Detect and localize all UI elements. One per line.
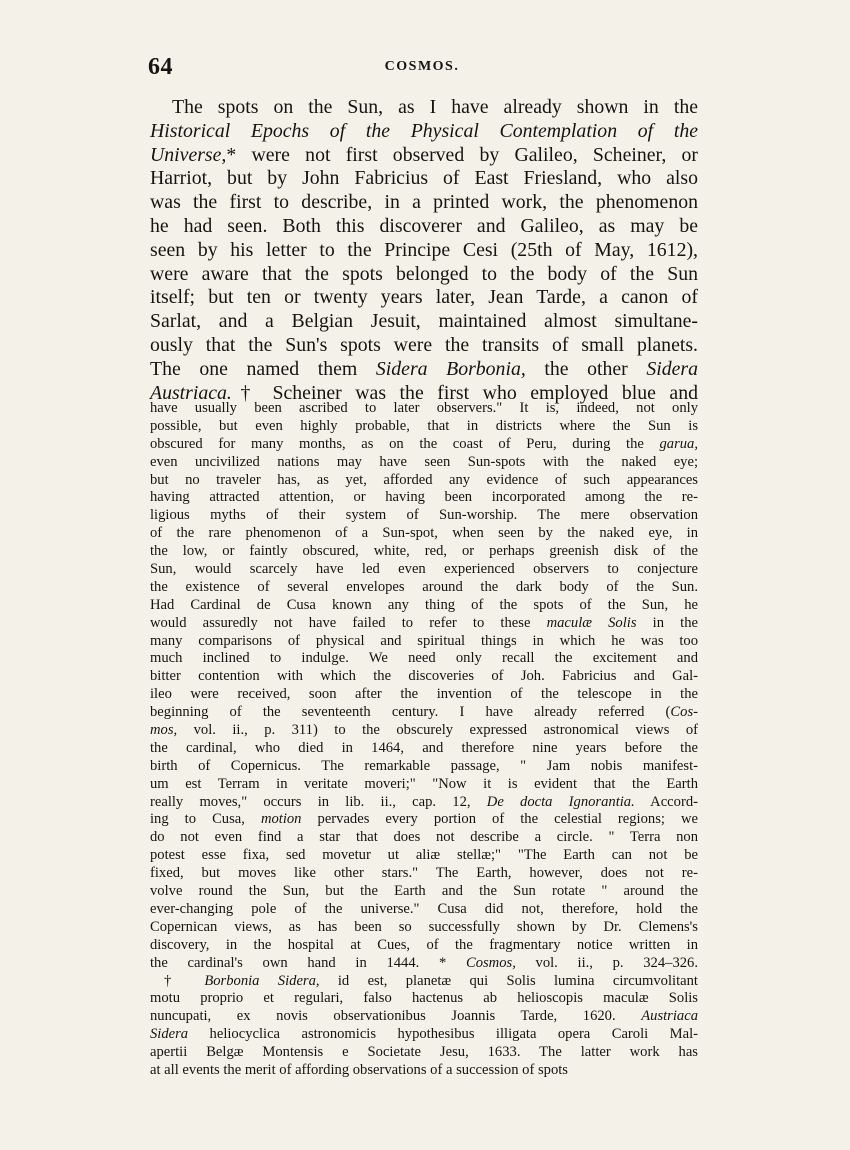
footnote-line bbox=[150, 507, 698, 525]
footnote-line bbox=[150, 811, 698, 829]
italic-run: Sidera bbox=[150, 1026, 189, 1043]
running-head bbox=[148, 54, 696, 84]
text-run: * were not first observed by Galileo, Scheiner, or bbox=[226, 143, 698, 166]
footnote-line bbox=[150, 794, 698, 812]
footnote-line bbox=[150, 436, 698, 454]
text-run: many comparisons of physical and spiritual things in which he was too bbox=[150, 632, 698, 649]
footnote-line bbox=[150, 1008, 698, 1026]
footnote-line bbox=[150, 847, 698, 865]
text-run: even uncivilized nations may have seen Sun-spots with the naked eye; bbox=[150, 453, 698, 470]
main-text-line bbox=[150, 167, 698, 191]
text-run: fixed, but moves like other stars." The Earth, however, does not re- bbox=[150, 865, 698, 882]
text-run: discovery, in the hospital at Cues, of the fragmentary notice written in bbox=[150, 936, 698, 953]
text-run: ously that the Sun's spots were the transits of small planets. bbox=[150, 333, 698, 356]
text-run: beginning of the seventeenth century. I have already referred ( bbox=[150, 704, 671, 721]
text-run: itself; but ten or twenty years later, Jean Tarde, a canon of bbox=[150, 286, 698, 309]
footnote-line bbox=[150, 668, 698, 686]
footnote-line bbox=[150, 829, 698, 847]
main-text-line bbox=[150, 286, 698, 310]
main-text-line bbox=[150, 239, 698, 263]
footnote-line bbox=[150, 400, 698, 418]
footnote-line bbox=[150, 883, 698, 901]
text-run: the low, or faintly obscured, white, red, or perhaps greenish disk of the bbox=[150, 543, 698, 560]
text-run: was the first to describe, in a printed work, the phenomenon bbox=[150, 191, 698, 214]
text-run: heliocyclica astronomicis hypothesibus illigata opera Caroli Mal- bbox=[188, 1026, 698, 1043]
text-run: um est Terram in veritate moveri;" "Now it is evident that the Earth bbox=[150, 775, 698, 792]
text-run: ing to Cusa, bbox=[150, 811, 261, 828]
main-text-line bbox=[150, 358, 698, 382]
text-run: † Scheiner was the first who employed blue and bbox=[231, 381, 698, 404]
text-run: bitter contention with which the discoveries of Joh. Fabricius and Gal- bbox=[150, 668, 698, 685]
footnote-line bbox=[150, 454, 698, 472]
footnote-line bbox=[150, 955, 698, 973]
text-run: apertii Belgæ Montensis e Societate Jesu, 1633. The latter work has bbox=[150, 1044, 698, 1061]
text-run: possible, but even highly probable, that in districts where the Sun is bbox=[150, 417, 698, 434]
text-run: the other bbox=[525, 357, 647, 380]
footnotes bbox=[150, 400, 698, 1080]
text-run: id est, planetæ qui Solis lumina circumvolitant bbox=[319, 972, 698, 989]
footnote-line bbox=[150, 561, 698, 579]
footnote-line bbox=[150, 1026, 698, 1044]
footnote-line bbox=[150, 758, 698, 776]
main-text-line bbox=[150, 96, 698, 120]
italic-run: Cosmos, bbox=[465, 954, 516, 971]
footnote-line bbox=[150, 901, 698, 919]
italic-run: Austriaca bbox=[641, 1008, 698, 1025]
text-run: the cardinal, who died in 1464, and therefore nine years before the bbox=[150, 739, 698, 756]
text-run: The one named them bbox=[150, 357, 376, 380]
main-text-line bbox=[150, 263, 698, 287]
text-run: but no traveler has, as yet, afforded any evidence of such appearances bbox=[150, 471, 698, 488]
italic-run: Historical Epochs of the Physical Contemplation of the bbox=[150, 119, 698, 142]
footnote-line bbox=[150, 686, 698, 704]
text-run: pervades every portion of the celestial regions; we bbox=[301, 811, 698, 828]
text-run: ligious myths of their system of Sun-worship. The mere observation bbox=[150, 507, 698, 524]
text-run: Sarlat, and a Belgian Jesuit, maintained almost simultane- bbox=[150, 310, 698, 333]
italic-run: mos, bbox=[150, 722, 178, 739]
main-paragraph bbox=[150, 96, 698, 405]
footnote-line bbox=[150, 418, 698, 436]
footnote-line bbox=[150, 990, 698, 1008]
footnote-line bbox=[150, 937, 698, 955]
text-run: he had seen. Both this discoverer and Galileo, as may be bbox=[150, 214, 698, 237]
italic-run: motion bbox=[260, 811, 302, 828]
text-run: The spots on the Sun, as I have already shown in the bbox=[172, 96, 698, 118]
running-title: COSMOS. bbox=[384, 59, 460, 74]
main-text-line bbox=[150, 310, 698, 334]
italic-run: Universe, bbox=[150, 143, 227, 166]
text-run: nuncupati, ex novis observationibus Joannis Tarde, 1620. bbox=[150, 1008, 642, 1025]
text-run: motu proprio et regulari, falso hactenus ab helioscopis maculæ Solis bbox=[150, 990, 698, 1007]
text-run: have usually been ascribed to later observers." It is, indeed, not only bbox=[150, 400, 698, 416]
italic-run: maculæ Solis bbox=[546, 614, 637, 631]
italic-run: Cos- bbox=[670, 704, 698, 721]
text-run: Harriot, but by John Fabricius of East Friesland, who also bbox=[150, 167, 698, 190]
text-run: birth of Copernicus. The remarkable passage, " Jam nobis manifest- bbox=[150, 757, 698, 774]
text-run: would assuredly not have failed to refer to these bbox=[150, 614, 547, 631]
main-text-line bbox=[150, 215, 698, 239]
italic-run: garua, bbox=[659, 435, 698, 452]
footnote-line bbox=[150, 597, 698, 615]
footnote-line bbox=[150, 525, 698, 543]
main-text-line bbox=[150, 334, 698, 358]
text-run: ever-changing pole of the universe." Cusa did not, therefore, hold the bbox=[150, 900, 698, 917]
footnote-line bbox=[150, 633, 698, 651]
main-text-line bbox=[150, 191, 698, 215]
footnote-line bbox=[150, 579, 698, 597]
text-run: really moves," occurs in lib. ii., cap. 12, bbox=[150, 793, 487, 810]
text-run: Copernican views, as has been so successfully shown by Dr. Clemens's bbox=[150, 918, 698, 935]
main-text-line bbox=[150, 144, 698, 168]
page-number: 64 bbox=[148, 54, 173, 80]
italic-run: Borbonia Sidera, bbox=[204, 972, 320, 989]
text-run: Accord- bbox=[634, 793, 698, 810]
text-run: having attracted attention, or having been incorporated among the re- bbox=[150, 489, 698, 506]
footnote-line bbox=[150, 704, 698, 722]
text-run: vol. ii., p. 324–326. bbox=[515, 954, 698, 971]
italic-run: Sidera Borbonia, bbox=[375, 357, 526, 380]
footnote-line bbox=[150, 1062, 698, 1080]
text-run: at all events the merit of affording observations of a succession of spots bbox=[150, 1061, 568, 1078]
footnote-line bbox=[150, 615, 698, 633]
footnote-line bbox=[150, 650, 698, 668]
text-run: vol. ii., p. 311) to the obscurely expressed astronomical views of bbox=[177, 722, 698, 739]
text-run: in the bbox=[636, 614, 698, 631]
italic-run: De docta Ignorantia. bbox=[486, 793, 635, 810]
footnote-line bbox=[150, 1044, 698, 1062]
footnote-line bbox=[150, 919, 698, 937]
text-run: Sun, would scarcely have led even experienced observers to conjecture bbox=[150, 561, 698, 578]
italic-run: Austriaca. bbox=[150, 381, 232, 404]
footnote-line bbox=[150, 543, 698, 561]
text-run: † bbox=[164, 972, 205, 989]
footnote-line bbox=[150, 489, 698, 507]
footnote-line bbox=[150, 472, 698, 490]
text-run: were aware that the spots belonged to the body of the Sun bbox=[150, 262, 698, 285]
text-run: do not even find a star that does not describe a circle. " Terra non bbox=[150, 829, 698, 846]
text-run: volve round the Sun, but the Earth and the Sun rotate " around the bbox=[150, 883, 698, 900]
text-run: potest esse fixa, sed movetur ut aliæ stellæ;" "The Earth can not be bbox=[150, 847, 698, 864]
italic-run: Sidera bbox=[646, 357, 698, 380]
footnote-line bbox=[150, 722, 698, 740]
text-run: the cardinal's own hand in 1444. * bbox=[150, 954, 466, 971]
text-run: much inclined to indulge. We need only recall the excitement and bbox=[150, 650, 698, 667]
text-run: the existence of several envelopes around the dark body of the Sun. bbox=[150, 578, 698, 595]
text-run: of the rare phenomenon of a Sun-spot, when seen by the naked eye, in bbox=[150, 525, 698, 542]
footnote-line bbox=[150, 740, 698, 758]
text-run: seen by his letter to the Principe Cesi (25th of May, 1612), bbox=[150, 238, 698, 261]
text-run: ileo were received, soon after the invention of the telescope in the bbox=[150, 686, 698, 703]
footnote-line bbox=[150, 776, 698, 794]
footnote-line bbox=[150, 973, 698, 991]
main-text-line bbox=[150, 120, 698, 144]
text-run: obscured for many months, as on the coast of Peru, during the bbox=[150, 435, 660, 452]
footnote-line bbox=[150, 865, 698, 883]
text-run: Had Cardinal de Cusa known any thing of the spots of the Sun, he bbox=[150, 596, 698, 613]
